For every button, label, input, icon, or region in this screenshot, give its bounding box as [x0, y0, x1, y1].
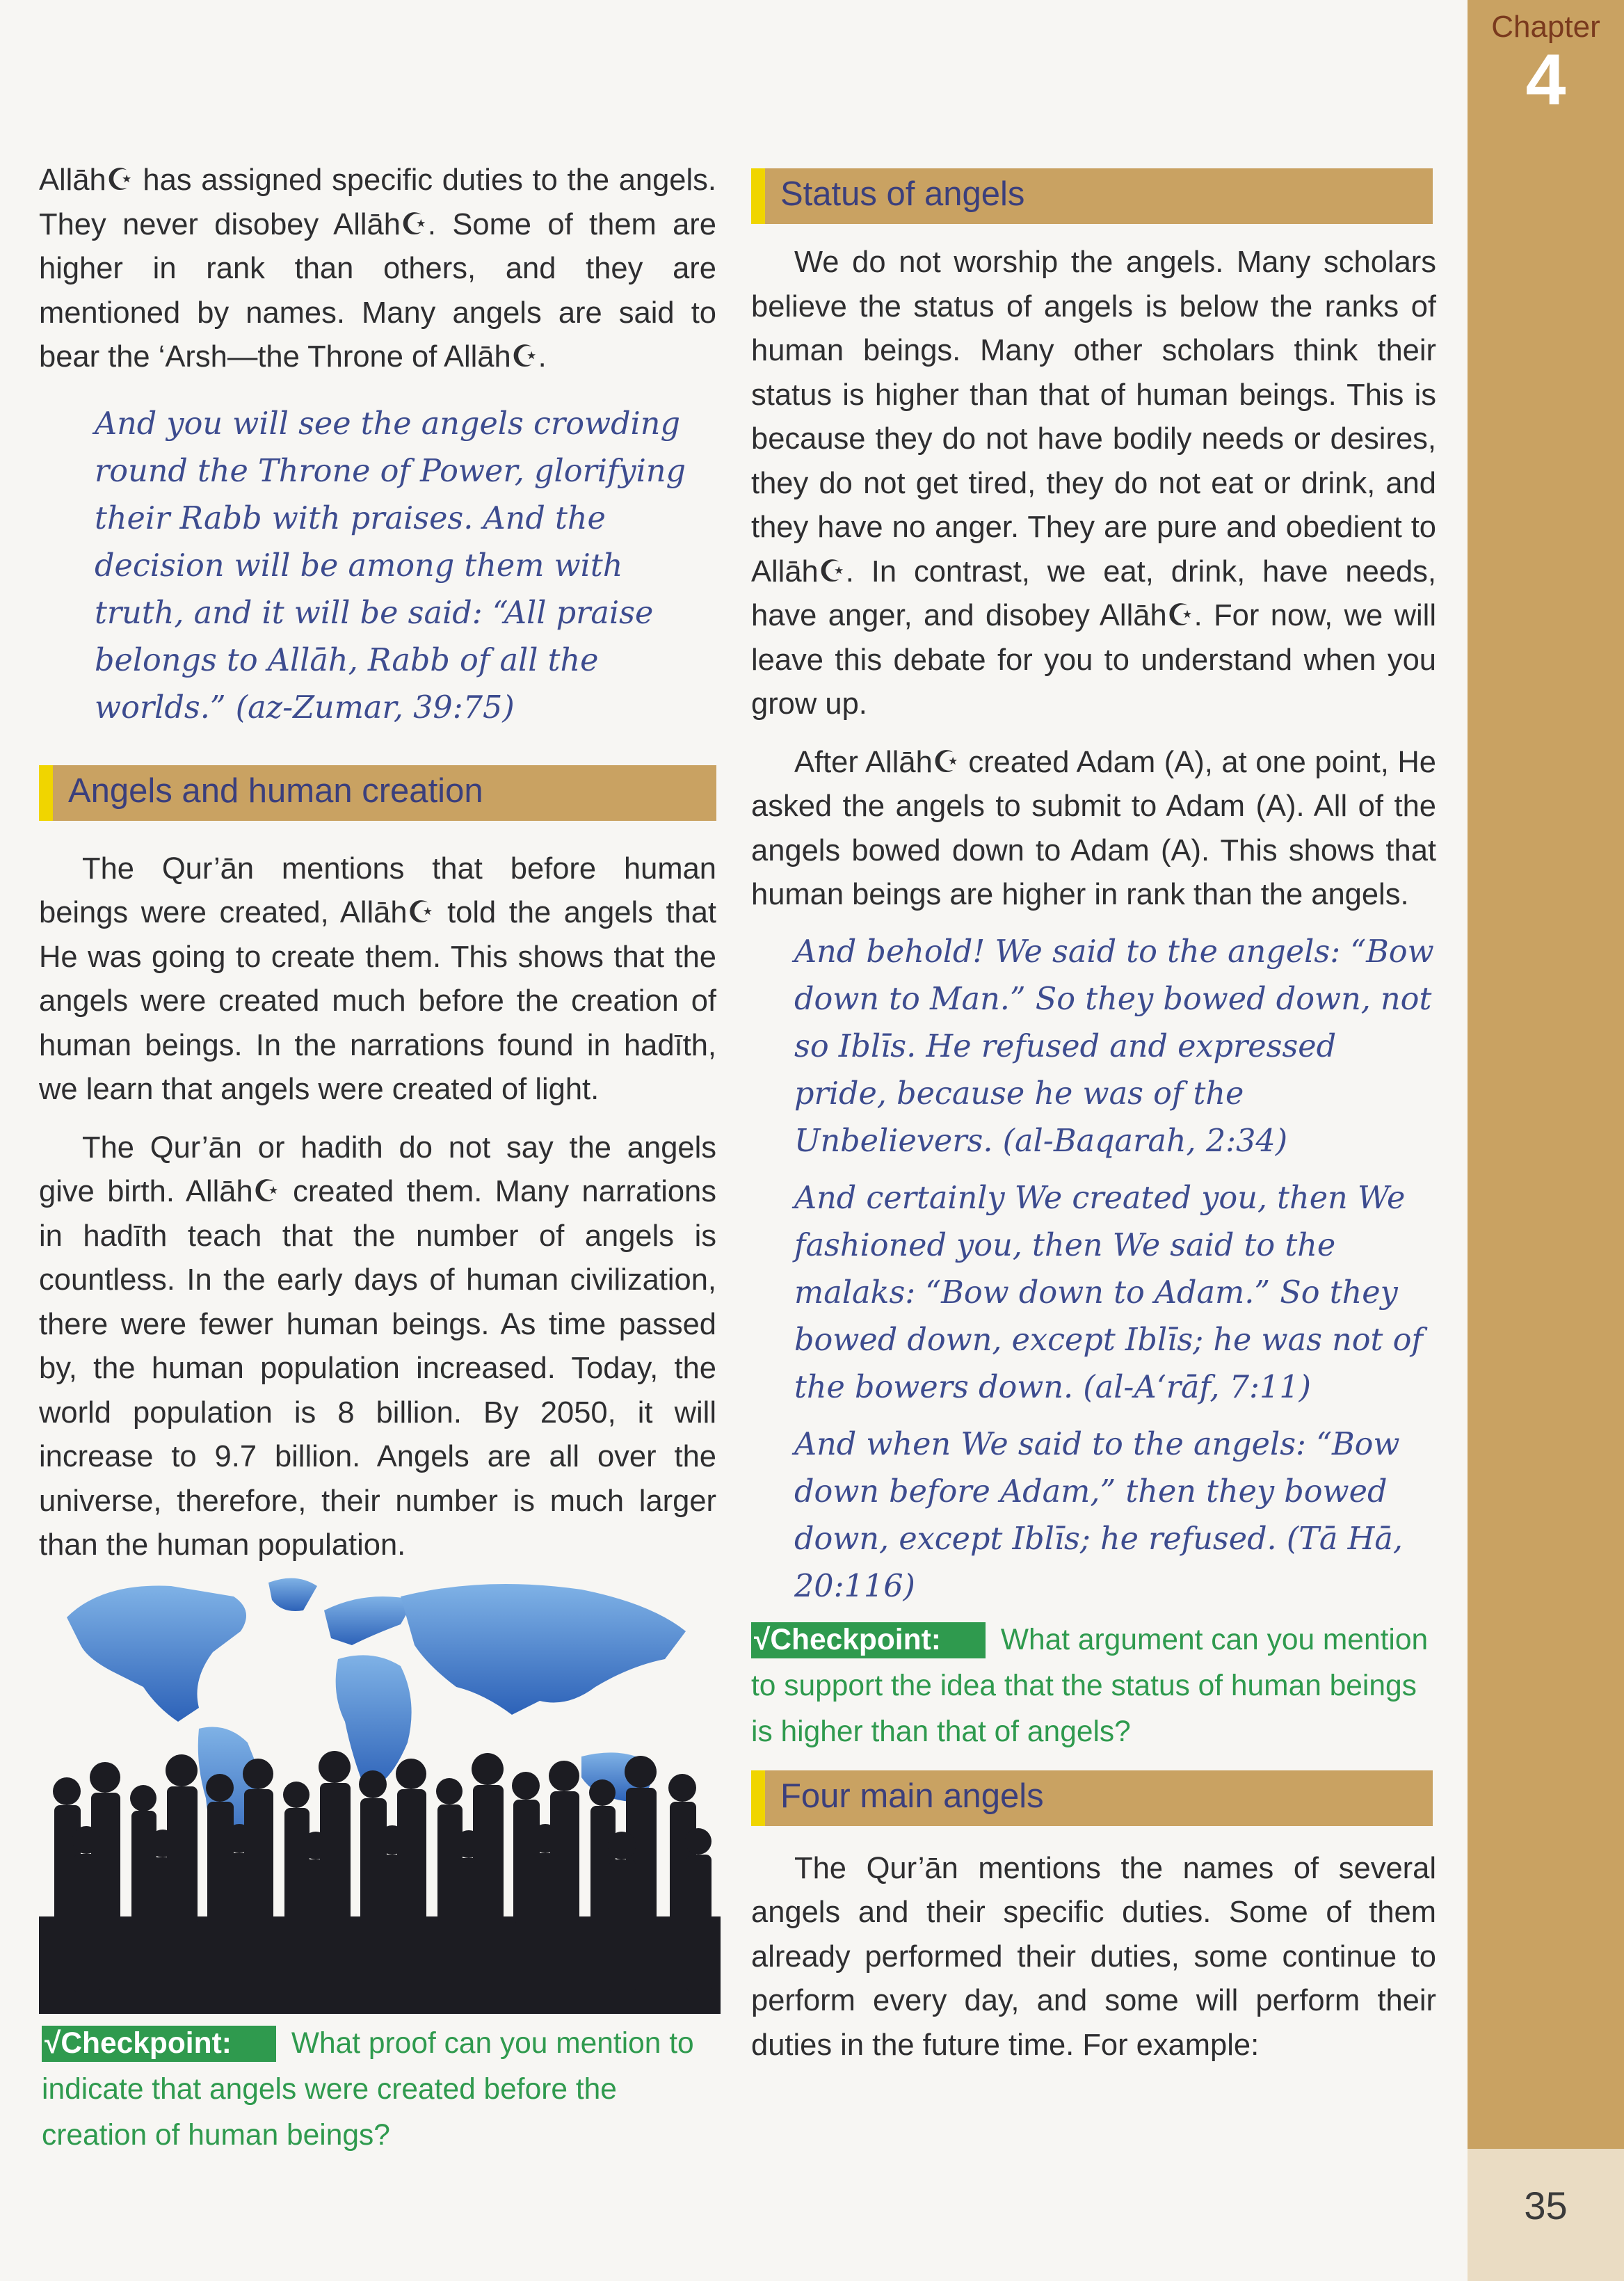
creation-paragraph: The Qur’ān mentions that before human beings were created, Allāh☪ told the angels that He was going to create them. This shows that the angels were created much before the creation of human beings. In the narrations found in hadīth, we learn that angels were created of light.: [39, 851, 716, 1106]
checkpoint-question: What argument can you mention to support the idea that the status of human beings is higher than that of angels?: [751, 1623, 1429, 1748]
right-column: [751, 168, 1436, 2067]
heading-four-main-angels: [751, 1770, 1433, 1826]
chapter-number: 4: [1525, 40, 1566, 120]
zumar-quote: And you will see the angels crowding round the Throne of Power, glorifying their Rabb with praises. And the decision will be among them with truth, and it will be said: “All praise belongs to Allāh, Rabb of all the worlds.” (az-Zumar, 39:75): [95, 406, 686, 726]
checkpoint-label: √Checkpoint:: [42, 2026, 276, 2062]
heading-angels-human-creation: [39, 765, 716, 821]
world-map-crowd-image: [39, 1569, 721, 2014]
chapter-label: Chapter: [1491, 10, 1600, 44]
four-angels-paragraph: The Qur’ān mentions the names of several angels and their specific duties. Some of them already performed their duties, some continue to perform every day, and some will perform their duties in the future time. For example:: [751, 1851, 1436, 2062]
left-column: [39, 159, 716, 1568]
araf-quote: And certainly We created you, then We fashioned you, then We said to the malaks: “Bow down to Adam.” So they bowed down, except Iblīs; he was not of the bowers down. (al-A‘rāf, 7:11): [794, 1180, 1423, 1405]
world-map-crowd-illustration: [39, 1569, 721, 2014]
heading-text: Angels and human creation: [68, 771, 483, 810]
population-paragraph: The Qur’ān or hadith do not say the angels give birth. Allāh☪ created them. Many narrations in hadīth teach that the number of angels is countless. In the early days of human civilization, there were fewer human beings. As time passed by, the human population increased. Today, the world population is 8 billion. By 2050, it will increase to 9.7 billion. Angels are all over the universe, therefore, their number is much larger than the human population.: [39, 1130, 716, 1562]
baqarah-quote: And behold! We said to the angels: “Bow down to Man.” So they bowed down, not so Iblīs. He refused and expressed pride, because he was of the Unbelievers. (al-Baqarah, 2:34): [794, 934, 1434, 1159]
taha-quote: And when We said to the angels: “Bow down before Adam,” then they bowed down, except Iblīs; he refused. (Tā Hā, 20:116): [794, 1426, 1404, 1604]
right-checkpoint: [751, 1617, 1436, 1755]
heading-text: Status of angels: [780, 175, 1025, 213]
zumar-quote-block: [95, 401, 721, 732]
chapter-strip: [1468, 0, 1624, 2281]
status-paragraph: We do not worship the angels. Many scholars believe the status of angels is below the ranks of human beings. Many other scholars think their status is higher than that of human beings. This is because they do not have bodily needs or desires, they do not get tired, they do not eat or drink, and they have no anger. They are pure and obedient to Allāh☪. In contrast, we eat, drink, have needs, have anger, and disobey Allāh☪. For now, we will leave this debate for you to understand when you grow up.: [751, 246, 1436, 721]
checkpoint-label: √Checkpoint:: [751, 1622, 986, 1658]
adam-paragraph: After Allāh☪ created Adam (A), at one point, He asked the angels to submit to Adam (A). All of the angels bowed down to Adam (A). This shows that human beings are higher in rank than the angels.: [751, 745, 1436, 911]
heading-status-of-angels: [751, 168, 1433, 224]
intro-paragraph: Allāh☪ has assigned specific duties to the angels. They never disobey Allāh☪. Some of them are higher in rank than others, and they are mentioned by names. Many angels are said to bear the ‘Arsh—the Throne of Allāh☪.: [39, 163, 716, 374]
left-checkpoint: [42, 2021, 720, 2159]
quran-quotes: [794, 929, 1438, 1610]
checkpoint-question: What proof can you mention to indicate that angels were created before the creation of human beings?: [42, 2027, 694, 2152]
page-number: 35: [1524, 2184, 1568, 2227]
heading-text: Four main angels: [780, 1777, 1044, 1815]
